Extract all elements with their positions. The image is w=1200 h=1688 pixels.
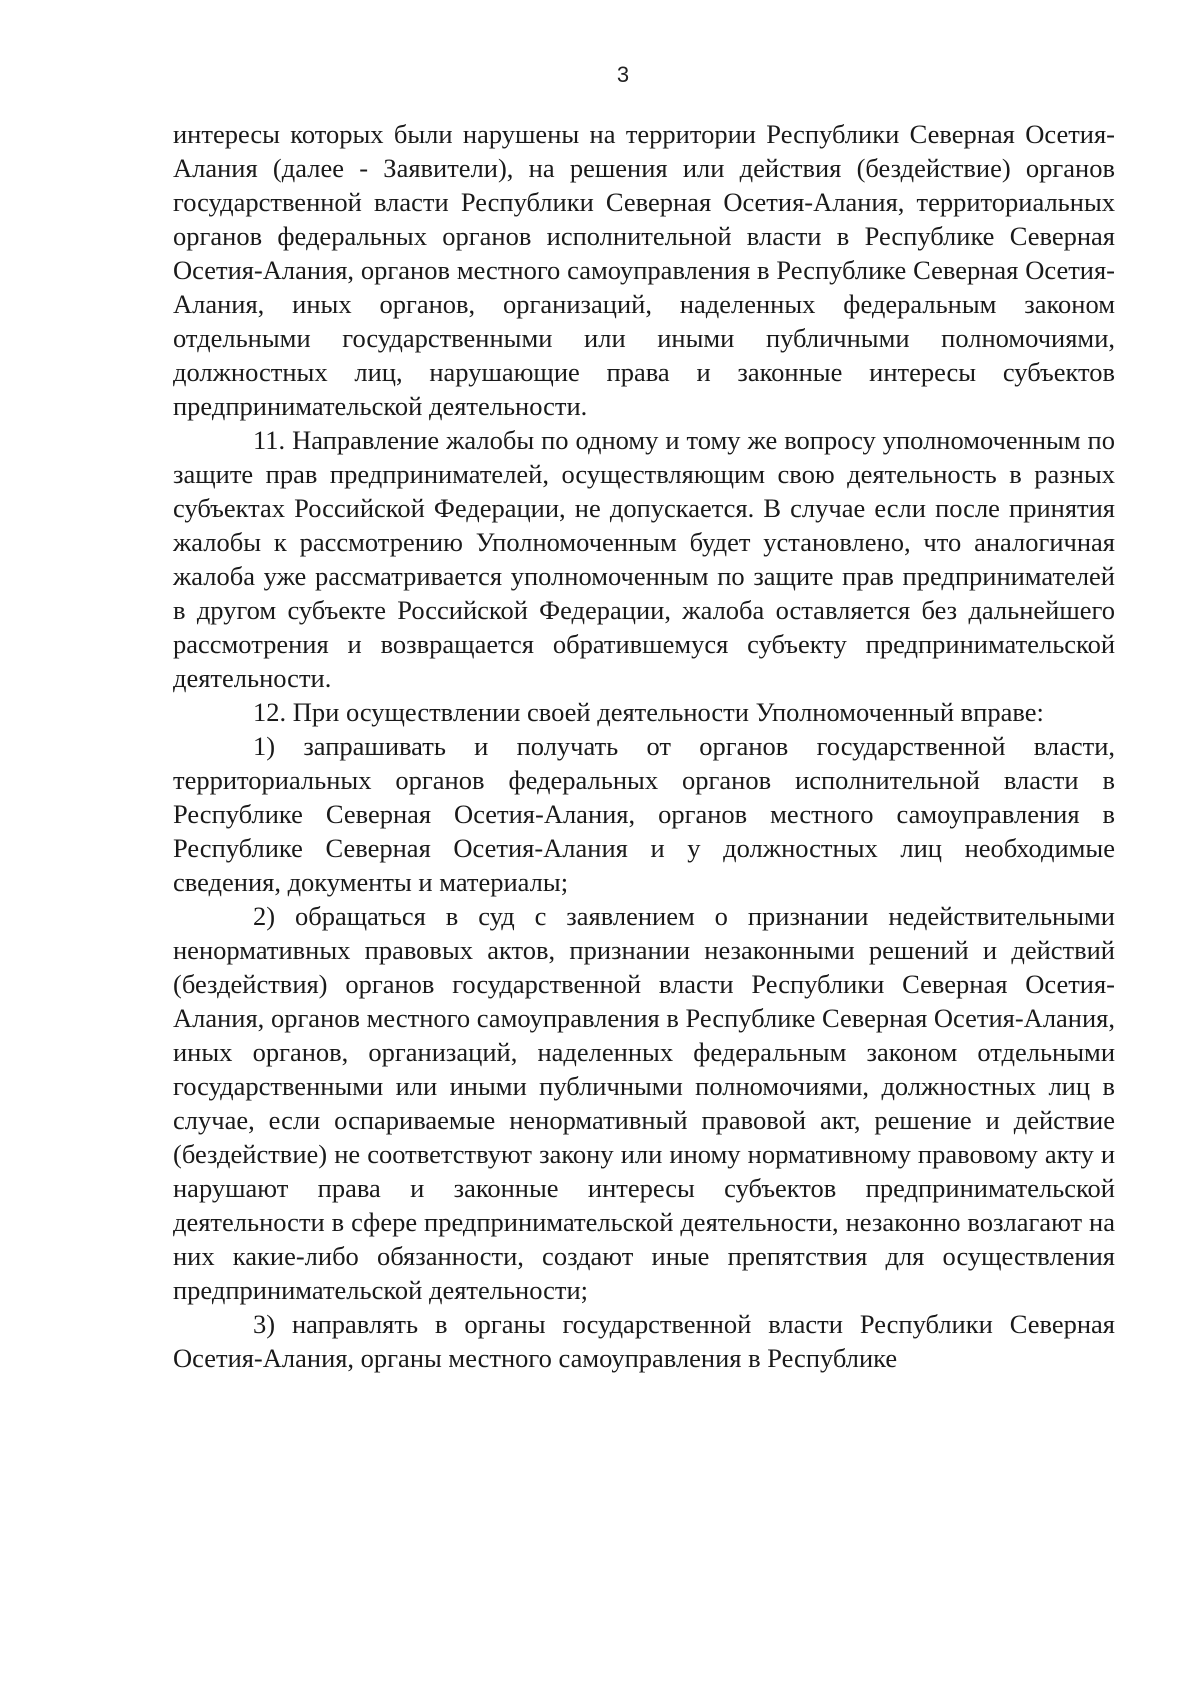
- list-item-1: 1) запрашивать и получать от органов государственной власти, территориальных органов федеральных органов исполнительной власти в Республике Северная Осетия-Алания, органов местного самоуправления в Республике Северная Осетия-Алания и у должностных лиц необходимые сведения, документы и материалы;: [173, 731, 1115, 897]
- list-item-2: 2) обращаться в суд с заявлением о признании недействительными ненормативных правовых актов, признании незаконными решений и действий (бездействия) органов государственной власти Республики Северная Осетия-Алания, органов местного самоуправления в Республике Северная Осетия-Алания, иных органов, организаций, наделенных федеральным законом отдельными государственными или иными публичными полномочиями, должностных лиц в случае, если оспариваемые ненормативный правовой акт, решение и действие (бездействие) не соответствуют закону или иному нормативному правовому акту и нарушают права и законные интересы субъектов предпринимательской деятельности в сфере предпринимательской деятельности, незаконно возлагают на них какие-либо обязанности, создают иные препятствия для осуществления предпринимательской деятельности;: [173, 901, 1115, 1305]
- document-body: [173, 117, 1115, 1375]
- paragraph-item-12: 12. При осуществлении своей деятельности Уполномоченный вправе:: [253, 697, 1044, 727]
- page-number: 3: [616, 62, 630, 87]
- list-item-3: 3) направлять в органы государственной власти Республики Северная Осетия-Алания, органы местного самоуправления в Республике: [173, 1309, 1115, 1373]
- paragraph-continuation: интересы которых были нарушены на территории Республики Северная Осетия-Алания (далее - Заявители), на решения или действия (бездействие) органов государственной власти Республики Северная Осетия-Алания, территориальных органов федеральных органов исполнительной власти в Республике Северная Осетия-Алания, органов местного самоуправления в Республике Северная Осетия-Алания, иных органов, организаций, наделенных федеральным законом отдельными государственными или иными публичными полномочиями, должностных лиц, нарушающие права и законные интересы субъектов предпринимательской деятельности.: [173, 119, 1115, 421]
- paragraph-item-11: 11. Направление жалобы по одному и тому же вопросу уполномоченным по защите прав предпринимателей, осуществляющим свою деятельность в разных субъектах Российской Федерации, не допускается. В случае если после принятия жалобы к рассмотрению Уполномоченным будет установлено, что аналогичная жалоба уже рассматривается уполномоченным по защите прав предпринимателей в другом субъекте Российской Федерации, жалоба оставляется без дальнейшего рассмотрения и возвращается обратившемуся субъекту предпринимательской деятельности.: [173, 425, 1115, 693]
